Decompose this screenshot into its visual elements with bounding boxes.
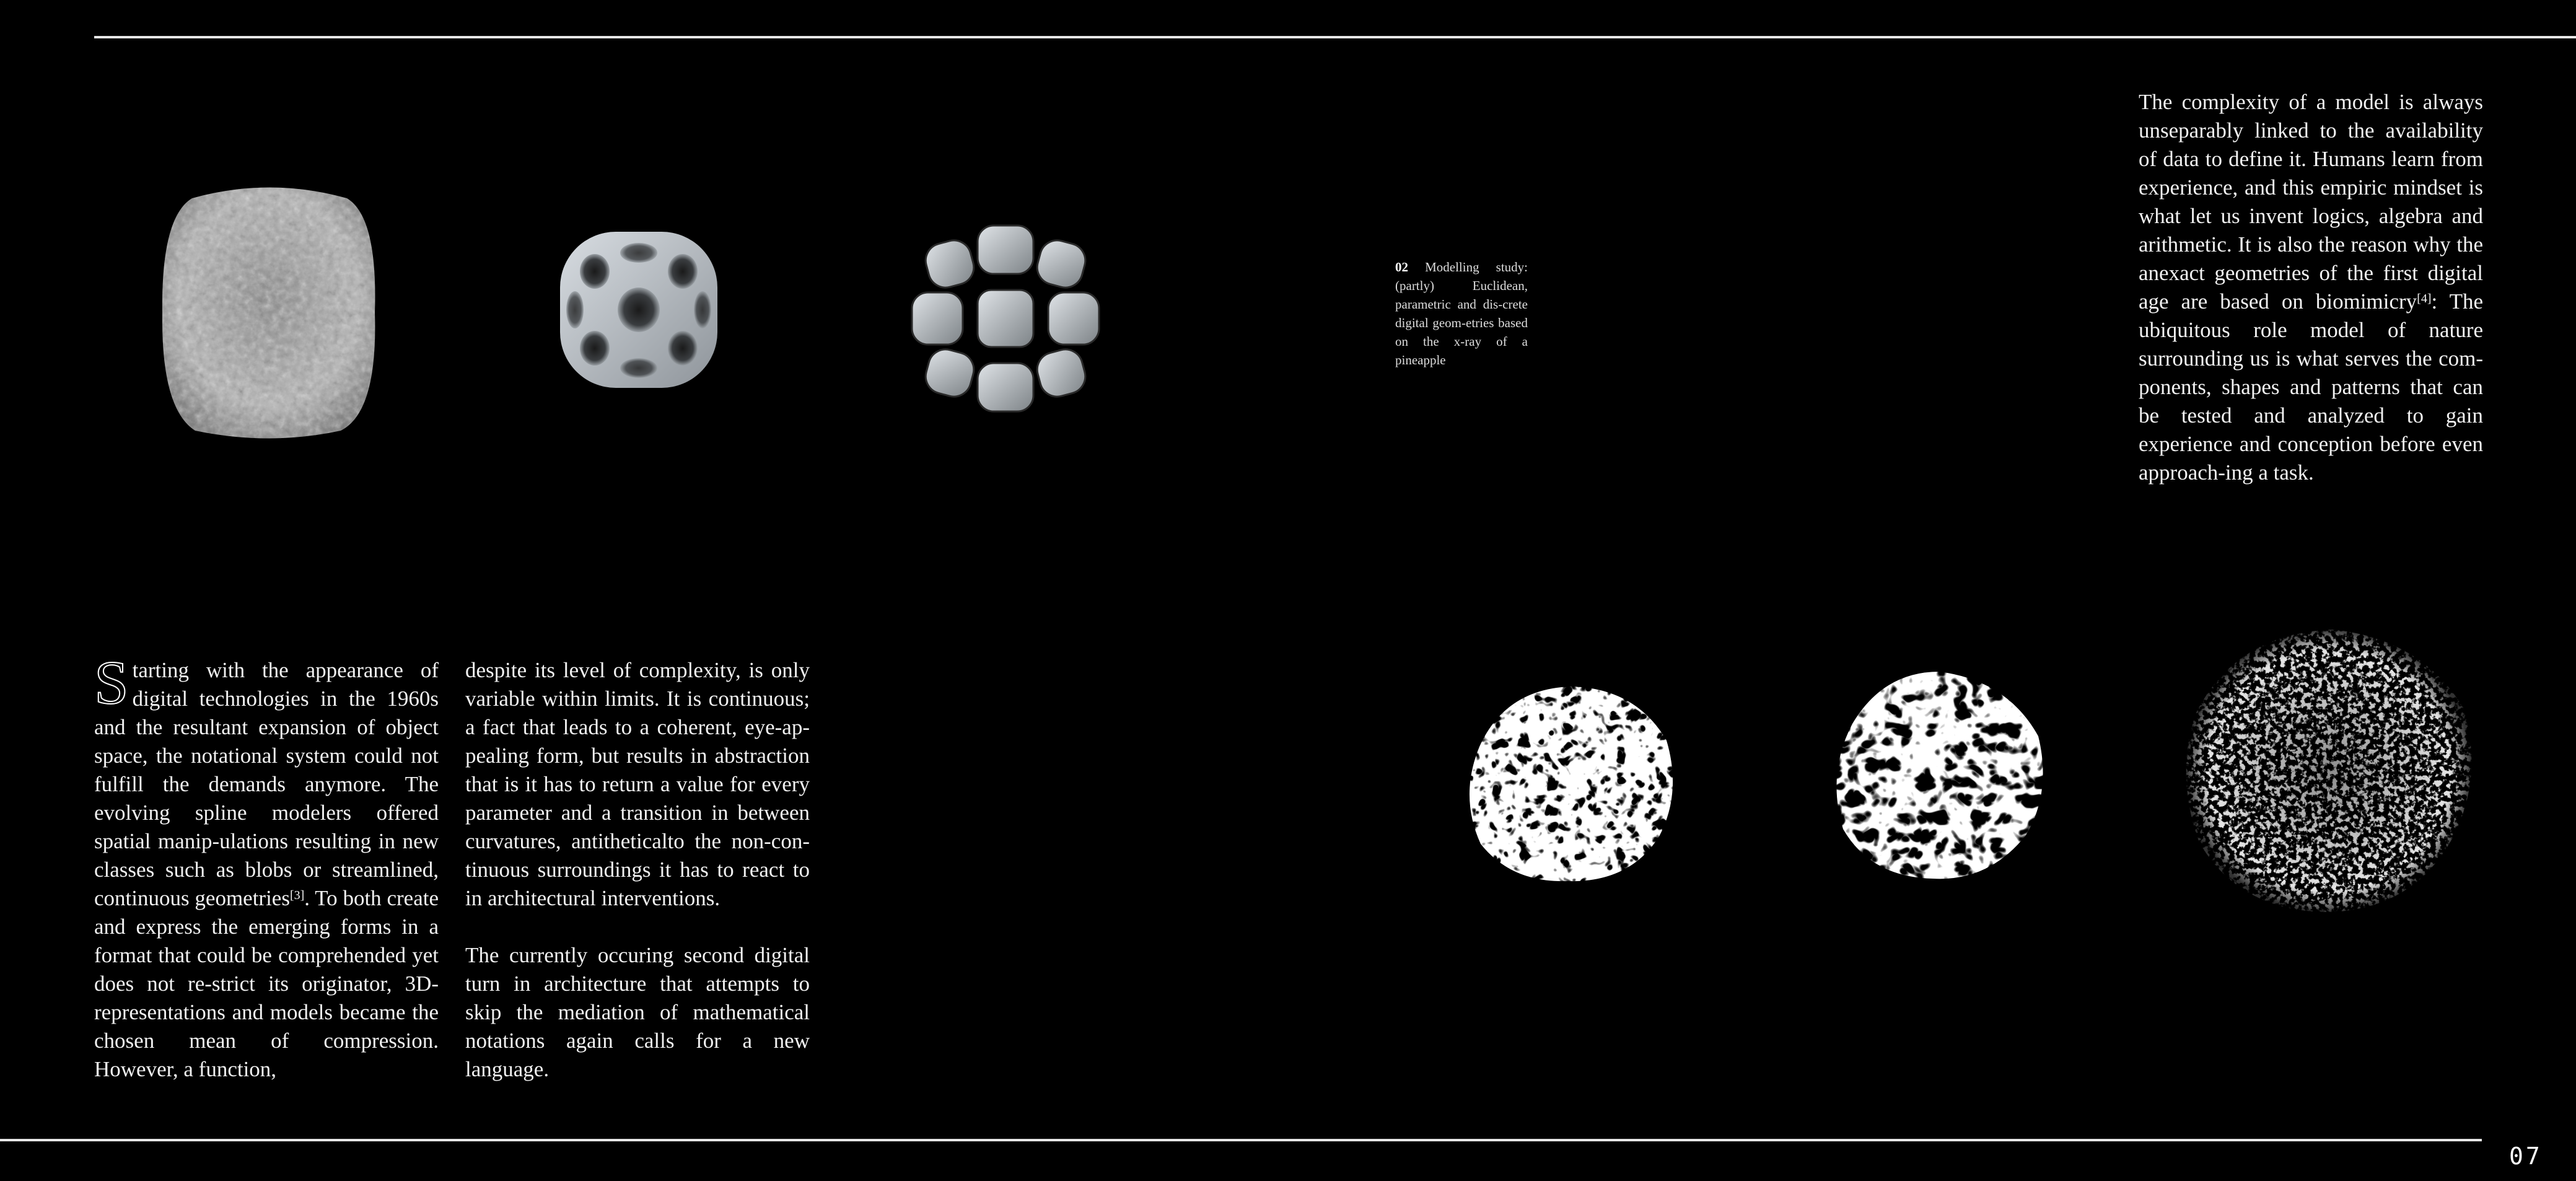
reference-3: [3] bbox=[289, 889, 305, 902]
caption-text: Modelling study: (partly) Euclidean, parametric and dis-crete digital geom-etries based on the x-ray of a pineapple bbox=[1395, 260, 1528, 367]
parametric-cube-render bbox=[556, 228, 721, 392]
text-column-2 bbox=[465, 656, 810, 1084]
intro-text-2: : The ubiquitous role model of nature surrounding us is what serves the com-ponents, shapes and patterns that can be tested and analyzed to gain experience and conception before even approach-ing a task. bbox=[2139, 289, 2483, 485]
text-column-1 bbox=[94, 648, 439, 1084]
column-2-paragraph-2: The currently occuring second digital turn in architecture that attempts to skip the mediation of mathematical notations again calls for a new language. bbox=[465, 943, 810, 1081]
caption-number: 02 bbox=[1395, 260, 1408, 274]
intro-text-1: The complexity of a model is always unseparably linked to the availability of data to define it. Humans learn from experience, and this empiric mindset is what let us invent logics, algebra and arithmetic. It is also the reason why the anexact geometries of the first digital age are based on biomimicry bbox=[2139, 90, 2483, 314]
point-cloud-sphere-render bbox=[2178, 626, 2481, 917]
figure-caption bbox=[1395, 258, 1528, 369]
page-number: 07 bbox=[2509, 1143, 2543, 1170]
drop-cap: S bbox=[94, 648, 129, 717]
bottom-rule bbox=[0, 1139, 2482, 1141]
reference-4: [4] bbox=[2417, 292, 2432, 305]
porous-sphere-render-1 bbox=[1462, 682, 1679, 886]
pineapple-xray-render bbox=[155, 180, 384, 446]
euclidean-blocks-render bbox=[909, 223, 1102, 414]
column-2-paragraph-1: despite its level of complexity, is only variable within limits. It is continuous; a fact that leads to a coherent, eye-ap-pealing form, but results in abstraction that is it has to return a value for every parameter and a transition in between curvatures, antitheticalto the non-con-tinuous surroundings it has to react to in architectural interventions. bbox=[465, 658, 810, 910]
column-1-text-b: . To both create and express the emerging forms in a format that could be comprehended yet does not re-strict its originator, 3D-representations and models became the chosen mean of compression. However, a function, bbox=[94, 886, 439, 1081]
intro-paragraph bbox=[2139, 88, 2483, 487]
column-1-text-a: tarting with the appearance of digital technologies in the 1960s and the resultant expansion of object space, the notational system could not fulfill the demands anymore. The evolving spline modelers offered spatial manip-ulations resulting in new classes such as blobs or streamlined, continuous geometries bbox=[94, 658, 439, 910]
top-rule bbox=[94, 36, 2576, 38]
porous-sphere-render-2 bbox=[1828, 668, 2051, 885]
